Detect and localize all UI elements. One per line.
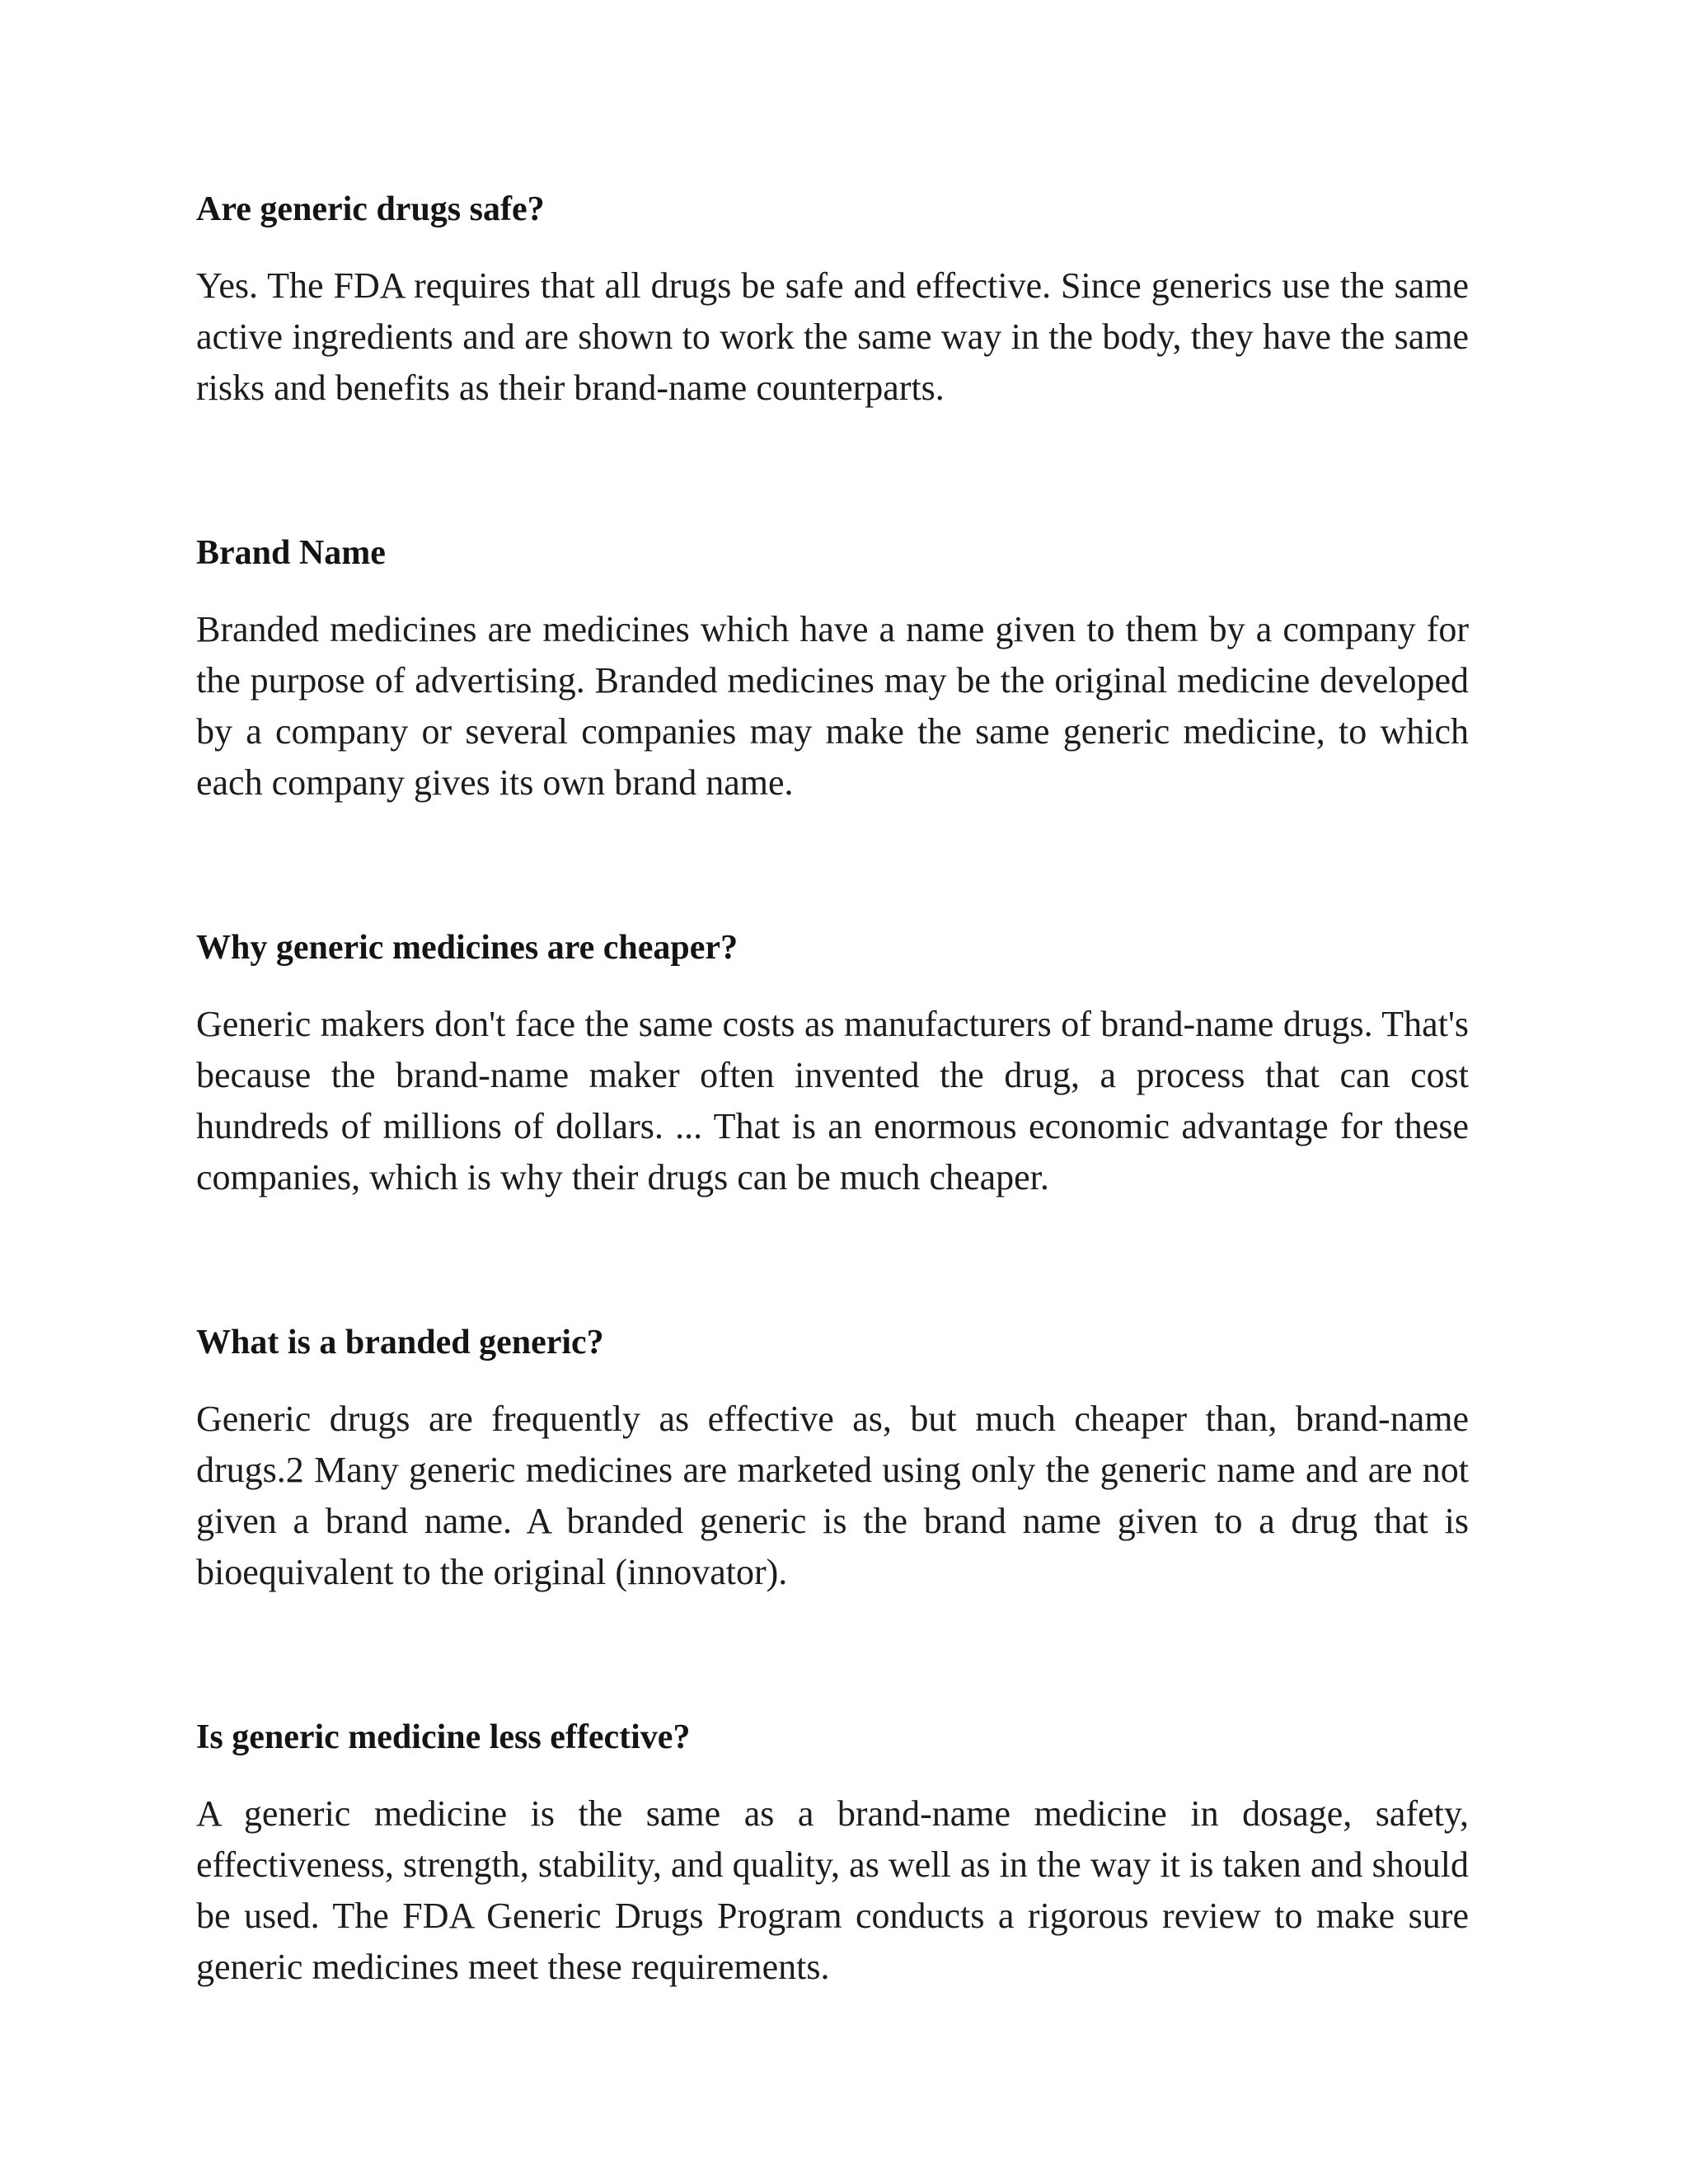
section-paragraph: Generic drugs are frequently as effective as, but much cheaper than, brand-name drugs.2 Many generic medicines are marketed using only the generic name and are not given a brand name. A branded generic is the brand name given to a drug that is bioequivalent to the original (innovator). <box>196 1399 1469 1592</box>
section-brand-name <box>196 532 1469 808</box>
section-paragraph: Branded medicines are medicines which have a name given to them by a company for the purpose of advertising. Branded medicines may be the original medicine developed by a company or several companies may make the same generic medicine, to which each company gives its own brand name. <box>196 609 1469 803</box>
section-heading: Brand Name <box>196 534 386 572</box>
section-branded-generic <box>196 1321 1469 1598</box>
section-heading: Why generic medicines are cheaper? <box>196 929 738 967</box>
section-heading: What is a branded generic? <box>196 1324 604 1361</box>
section-paragraph: A generic medicine is the same as a brand-name medicine in dosage, safety, effectiveness, strength, stability, and quality, as well as in the way it is taken and should be used. The FDA Generic Drugs Program conducts a rigorous review to make sure generic medicines meet these requirements. <box>196 1793 1469 1987</box>
section-generic-drugs-safe <box>196 188 1469 414</box>
section-heading: Is generic medicine less effective? <box>196 1718 691 1756</box>
section-why-cheaper <box>196 926 1469 1203</box>
section-paragraph: Generic makers don't face the same costs as manufacturers of brand-name drugs. That's because the brand-name maker often invented the drug, a process that can cost hundreds of millions of dollars. ... That is an enormous economic advantage for these companies, which is why their drugs can be much cheaper. <box>196 1004 1469 1197</box>
section-heading: Are generic drugs safe? <box>196 190 545 228</box>
document-content <box>196 188 1469 1993</box>
section-less-effective <box>196 1716 1469 1993</box>
section-paragraph: Yes. The FDA requires that all drugs be safe and effective. Since generics use the same active ingredients and are shown to work the same way in the body, they have the same risks and benefits as their brand-name counterparts. <box>196 265 1469 408</box>
